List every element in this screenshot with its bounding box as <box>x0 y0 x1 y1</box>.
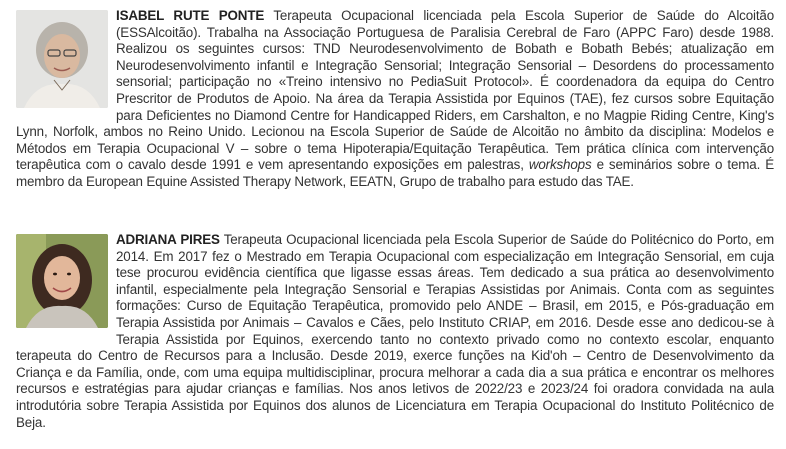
bio-text: Terapeuta Ocupacional licenciada pela Escola Superior de Saúde do Politécnico do Porto, em 2014. Em 2017 fez o Mestrado em Terapia Ocupacional com especialização em Integração Sensorial, em cuja tese procurou evidência científica que ligasse essas áreas. Tem dedicado a sua prática ao desenvolvimento infantil, especialmente pela Integração Sensorial e Terapias Assistidas por Animais. Conta com as seguintes formações: Curso de Equitação Terapêutica, promovido pelo ANDE – Brasil, em 2015, e Pós-graduação em Terapia Assistida por Animais – Cavalos e Cães, pelo Instituto CRIAP, em 2016. Desde esse ano dedicou-se à Terapia Assistida por Equinos, exercendo tanto no contexto privado como no contexto escolar, enquanto terapeuta do Centro de Recursos para a Inclusão. Desde 2019, exerce funções na Kid'oh – Centro de Desenvolvimento da Criança e da Família, onde, com uma equipa multidisciplinar, procura melhorar a cada dia a sua prática e encontrar os melhores recursos e estratégias para ajudar crianças e famílias. Nos anos letivos de 2022/23 e 2023/24 foi oradora convidada na aula introdutória sobre Terapia Assistida por Equinos dos alunos de Licenciatura em Terapia Ocupacional do Instituto Politécnico de Beja. <box>16 232 775 430</box>
bio-text-end: e seminários sobre o tema. É membro da European Equine Assisted Therapy Network, EEATN, Grupo de trabalho para estudo das TAE. <box>16 157 774 189</box>
portrait-photo-adriana <box>16 234 108 328</box>
bio-text: Terapeuta Ocupacional licenciada pela Escola Superior de Saúde do Alcoitão (ESSAlcoitão). Trabalha na Associação Portuguesa de Paralisia Cerebral de Faro (APPC Faro) desde 1988. Realizou os seguintes cursos: TND Neurodesenvolvimento de Bobath e Bobath Bebés; atualização em Neurodesenvolvimento infantil e Integração Sensorial; Integração Sensorial – Desordens do processamento sensorial; participação no «Treino intensivo no PediaSuit Protocol». É coordenadora da equipa do Centro Prescritor de Produtos de Apoio. Na área da Terapia Assistida por Equinos (TAE), fez cursos sobre Equitação para Deficientes no Diamond Centre for Handicapped Riders, em Carshalton, e no Magpie Riding Centre, King's Lynn, Norfolk, ambos no Reino Unido. Lecionou na Escola Superior de Saúde de Alcoitão no âmbito da disciplina: Modelos e Métodos em Terapia Ocupacional V – sobre o tema Hipoterapia/Equitação Terapêutica. Tem prática clínica com intervenção terapêutica com o cavalo desde 1991 e vem apresentando exposições em palestras, <box>16 8 774 173</box>
bio-isabel-rute-ponte <box>16 8 774 191</box>
portrait-photo-isabel <box>16 10 108 108</box>
bio-name: ISABEL RUTE PONTE <box>116 8 265 23</box>
bio-paragraph <box>16 8 774 191</box>
bio-paragraph <box>16 232 774 431</box>
bio-name: ADRIANA PIRES <box>116 232 220 247</box>
bio-text-italic: workshops <box>528 157 592 173</box>
bio-adriana-pires <box>16 232 774 431</box>
